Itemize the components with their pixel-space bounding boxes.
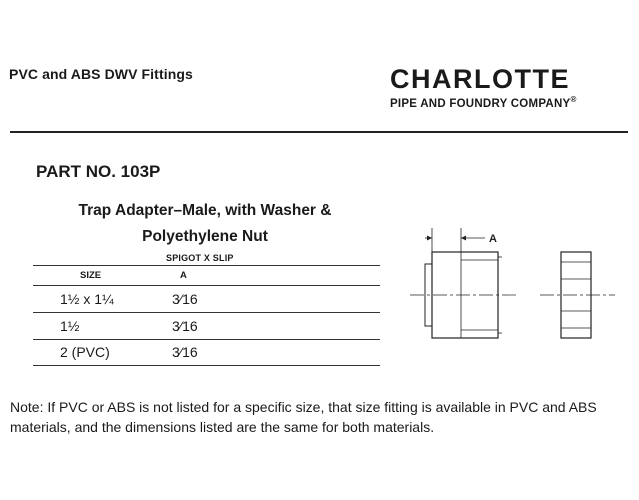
row-a-value: 3⁄16 — [172, 318, 198, 334]
row-size: 2 (PVC) — [60, 344, 110, 360]
brand-logo-subtitle — [390, 95, 577, 110]
table-row-rule — [33, 312, 380, 313]
product-name-line2: Polyethylene Nut — [142, 228, 268, 245]
materials-note: Note: If PVC or ABS is not listed for a specific size, that size fitting is available in PVC and ABS materials, and the dimensions listed are the same for both materials. — [10, 399, 597, 435]
brand-logo-name: CHARLOTTE — [390, 64, 570, 94]
brand-subtitle-text: PIPE AND FOUNDRY COMPANY — [390, 97, 571, 110]
column-group-label: SPIGOT X SLIP — [166, 253, 234, 263]
registered-mark: ® — [570, 95, 577, 104]
document-title: PVC and ABS DWV Fittings — [9, 66, 193, 82]
column-header-size: SIZE — [80, 270, 102, 281]
table-row-rule — [33, 339, 380, 340]
table-top-rule — [33, 265, 380, 266]
product-name-line1: Trap Adapter–Male, with Washer & — [78, 202, 332, 219]
trap-adapter-diagram — [405, 222, 617, 352]
row-a-value: 3⁄16 — [172, 344, 198, 360]
table-bottom-rule — [33, 365, 380, 366]
column-header-a: A — [180, 270, 187, 281]
row-size: 1½ — [60, 318, 80, 334]
dimension-label-a: A — [489, 233, 497, 245]
table-header-rule — [33, 285, 380, 286]
row-size: 1½ x 1¼ — [60, 291, 114, 307]
row-a-value: 3⁄16 — [172, 291, 198, 307]
header-divider — [10, 131, 628, 133]
part-number: PART NO. 103P — [36, 162, 161, 181]
